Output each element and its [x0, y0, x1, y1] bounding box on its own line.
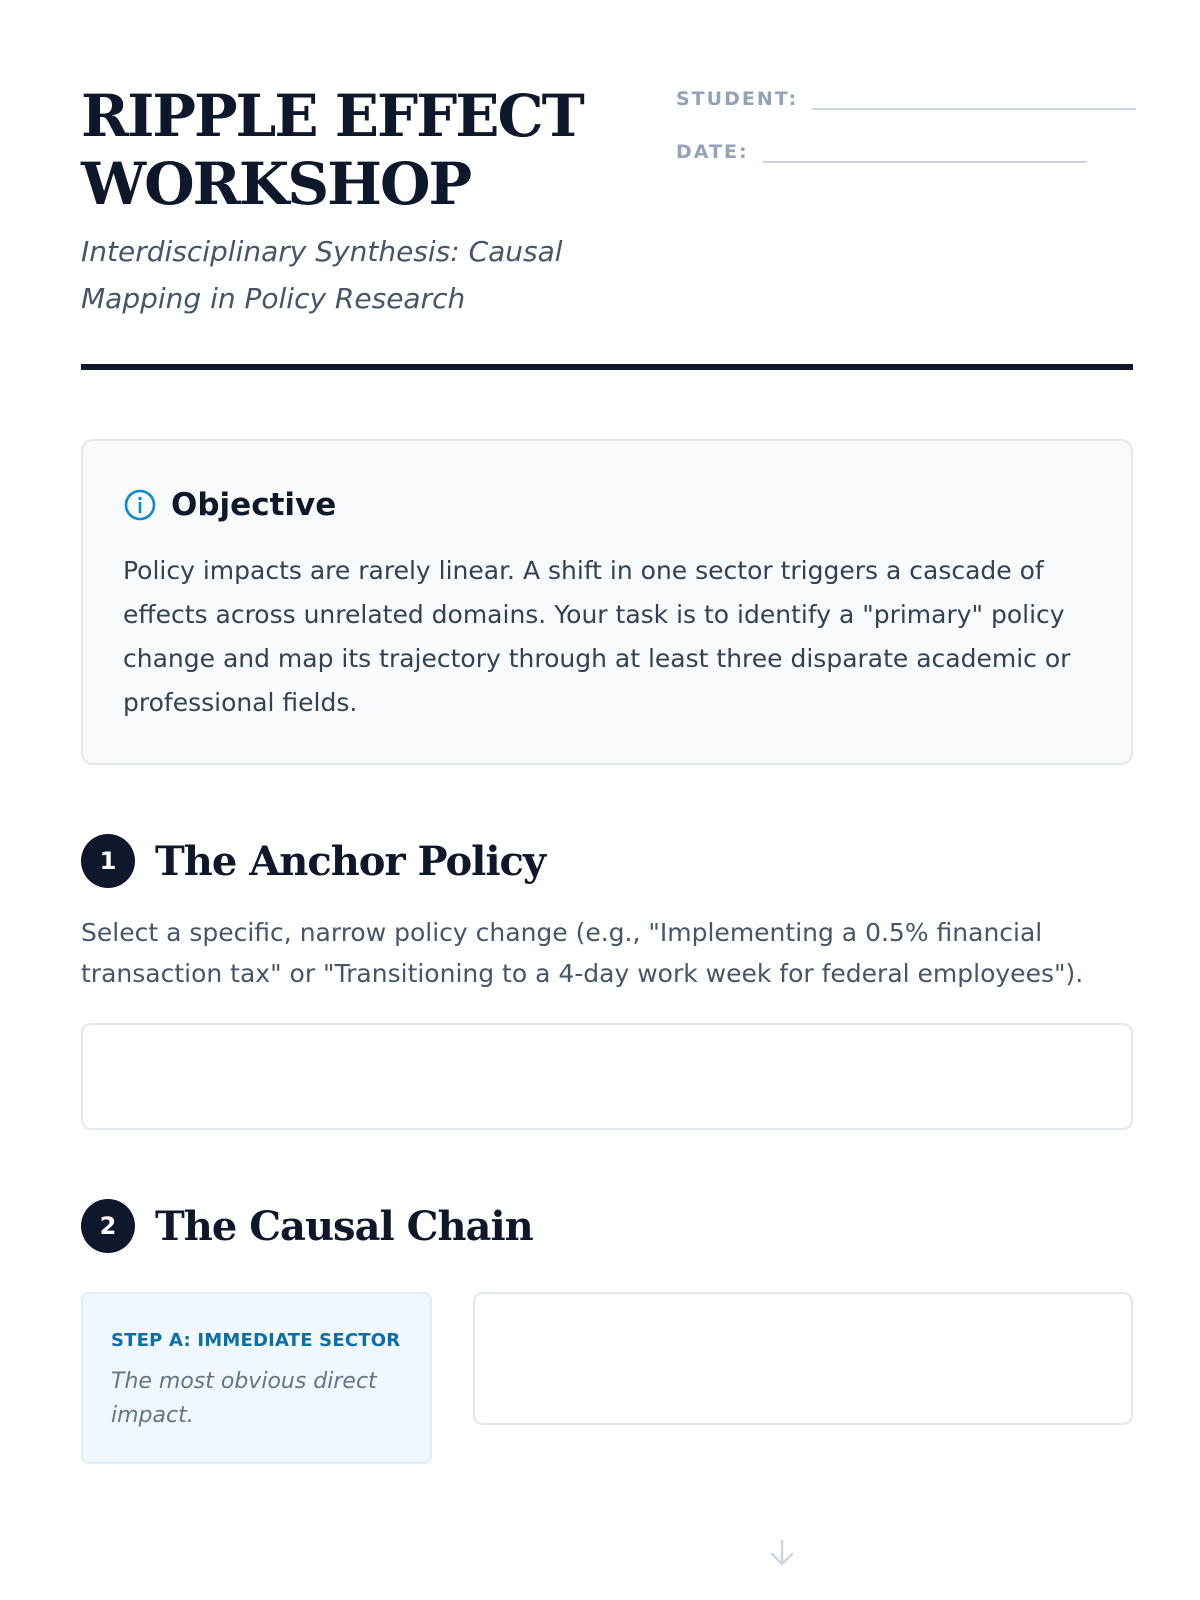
student-input-line[interactable]	[812, 88, 1136, 110]
section-anchor-policy-header	[81, 834, 545, 888]
page-title: RIPPLE EFFECT WORKSHOP	[81, 82, 583, 218]
header-divider	[81, 364, 1133, 370]
step-a-label: STEP A: IMMEDIATE SECTOR	[111, 1330, 401, 1351]
arrow-down-icon	[765, 1536, 799, 1570]
section-title: The Causal Chain	[155, 1202, 533, 1250]
student-field	[676, 88, 1136, 110]
section-anchor-policy-description: Select a specific, narrow policy change (e.g., "Implementing a 0.5% financial transaction tax" or "Transitioning to a 4-day work week for federal employees").	[81, 918, 1084, 988]
date-input-line[interactable]	[763, 141, 1087, 163]
step-a-input[interactable]	[473, 1292, 1133, 1425]
objective-header	[123, 485, 1091, 525]
anchor-policy-input[interactable]	[81, 1023, 1133, 1130]
objective-text: Policy impacts are rarely linear. A shift in one sector triggers a cascade of effects across unrelated domains. Your task is to identify a "primary" policy change and map its trajectory through at least three disparate academic or professional fields.	[123, 556, 1071, 717]
section-number-badge: 1	[81, 834, 135, 888]
section-title: The Anchor Policy	[155, 837, 546, 885]
page-subtitle: Interdisciplinary Synthesis: Causal Mapping in Policy Research	[81, 235, 563, 315]
section-number-badge: 2	[81, 1199, 135, 1253]
step-a-card	[81, 1292, 432, 1464]
objective-box	[81, 439, 1133, 765]
info-icon	[123, 488, 157, 522]
step-a-description: The most obvious direct impact.	[111, 1369, 377, 1428]
objective-title: Objective	[171, 487, 337, 523]
worksheet-header	[81, 0, 1133, 372]
date-field	[676, 141, 1087, 163]
student-label: STUDENT:	[676, 88, 799, 110]
worksheet-page	[81, 0, 1133, 1428]
date-label: DATE:	[676, 141, 749, 163]
section-causal-chain-header	[81, 1199, 533, 1253]
